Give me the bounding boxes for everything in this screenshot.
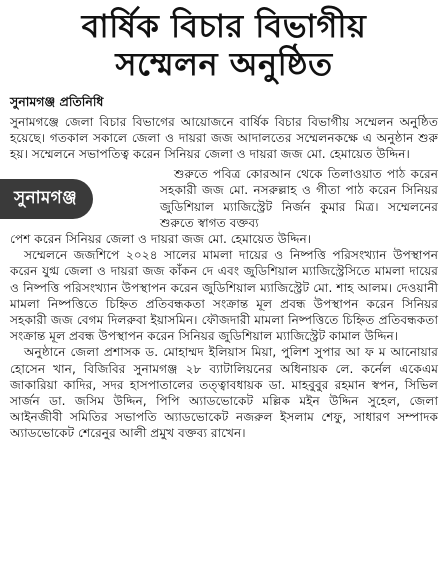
location-badge: সুনামগঞ্জ [0, 179, 93, 219]
headline-line-2: সম্মেলন অনুষ্ঠিত [115, 44, 333, 83]
byline: সুনামগঞ্জ প্রতিনিধি [10, 93, 104, 109]
article-headline [10, 8, 438, 84]
headline-line-1: বার্ষিক বিচার বিভাগীয় [81, 7, 367, 45]
paragraph-1: সুনামগঞ্জে জেলা বিচার বিভাগের আয়োজনে বার্ষিক বিচার বিভাগীয় সম্মেলন অনুষ্ঠিত হয়েছে। গতকাল সকালে জেলা ও দায়রা জজ আদালতের সম্মেলনকক্ষে এ অনুষ্ঠান শুরু হয়। সম্মেলনে সভাপতিত্ব করেন সিনিয়র জেলা ও দায়রা জজ মো. হেমায়েত উদ্দিন। [10, 114, 439, 161]
paragraph-2-continued: পেশ করেন সিনিয়র জেলা ও দায়রা জজ মো. হেমায়েত উদ্দিন। [10, 231, 312, 246]
paragraph-4: অনুষ্ঠানে জেলা প্রশাসক ড. মোহাম্মদ ইলিয়াস মিয়া, পুলিশ সুপার আ ফ ম আনোয়ার হোসেন খান, বিজিবির সুনামগঞ্জ ২৮ ব্যাটালিয়নের অধিনায়ক লে. কর্নেল একেএম জাকারিয়া কাদির, সদর হাসপাতালের তত্ত্বাবধায়ক ডা. মাহবুবুর রহমান স্বপন, সিভিল সার্জন ডা. জসিম উদ্দিন, পিপি অ্যাডভোকেট মল্লিক মইন উদ্দিন সুহেল, জেলা আইনজীবী সমিতির সভাপতি অ্যাডভোকেট নজরুল ইসলাম শেফু, সাধারণ সম্পাদক অ্যাডভোকেট শেরেনুর আলী প্রমুখ বক্তব্য রাখেন। [10, 345, 438, 441]
location-badge-wrap [10, 166, 160, 231]
paragraph-3: সম্মেলনে জজশিপে ২০২৪ সালের মামলা দায়ের ও নিষ্পত্তি পরিসংখ্যান উপস্থাপন করেন যুগ্ম জেলা ও দায়রা জজ কাঁকন দে এবং জুডিশিয়াল ম্যাজিস্ট্রেসিতে মামলা দায়ের ও নিষ্পত্তি পরিসংখ্যান উপস্থাপন করেন জুডিশিয়াল ম্যাজিস্ট্রেট মো. শাহ আলম। দেওয়ানী মামলা নিষ্পত্তিতে চিহ্নিত প্রতিবন্ধকতা সংক্রান্ত মূল প্রবন্ধ উপস্থাপন করেন সিনিয়র সহকারী জজ বেগম দিলরুবা ইয়াসমিন। ফৌজদারী মামলা নিষ্পত্তিতে চিহ্নিত প্রতিবন্ধকতা সংক্রান্ত মূল প্রবন্ধ উপস্থাপন করেন সিনিয়র জুডিশিয়াল ম্যাজিস্ট্রেট কামাল উদ্দিন। [10, 248, 438, 344]
paragraph-2: শুরুতে পবিত্র কোরআন থেকে তিলাওয়াত পাঠ করেন সহকারী জজ মো. নসরুল্লাহ ও গীতা পাঠ করেন সিনিয়র জুডিশিয়াল ম্যাজিস্ট্রেট নির্জন কুমার মিত্র। সম্মেলনের শুরুতে স্বাগত বক্তব্য [160, 167, 438, 230]
badge-section [10, 166, 438, 231]
